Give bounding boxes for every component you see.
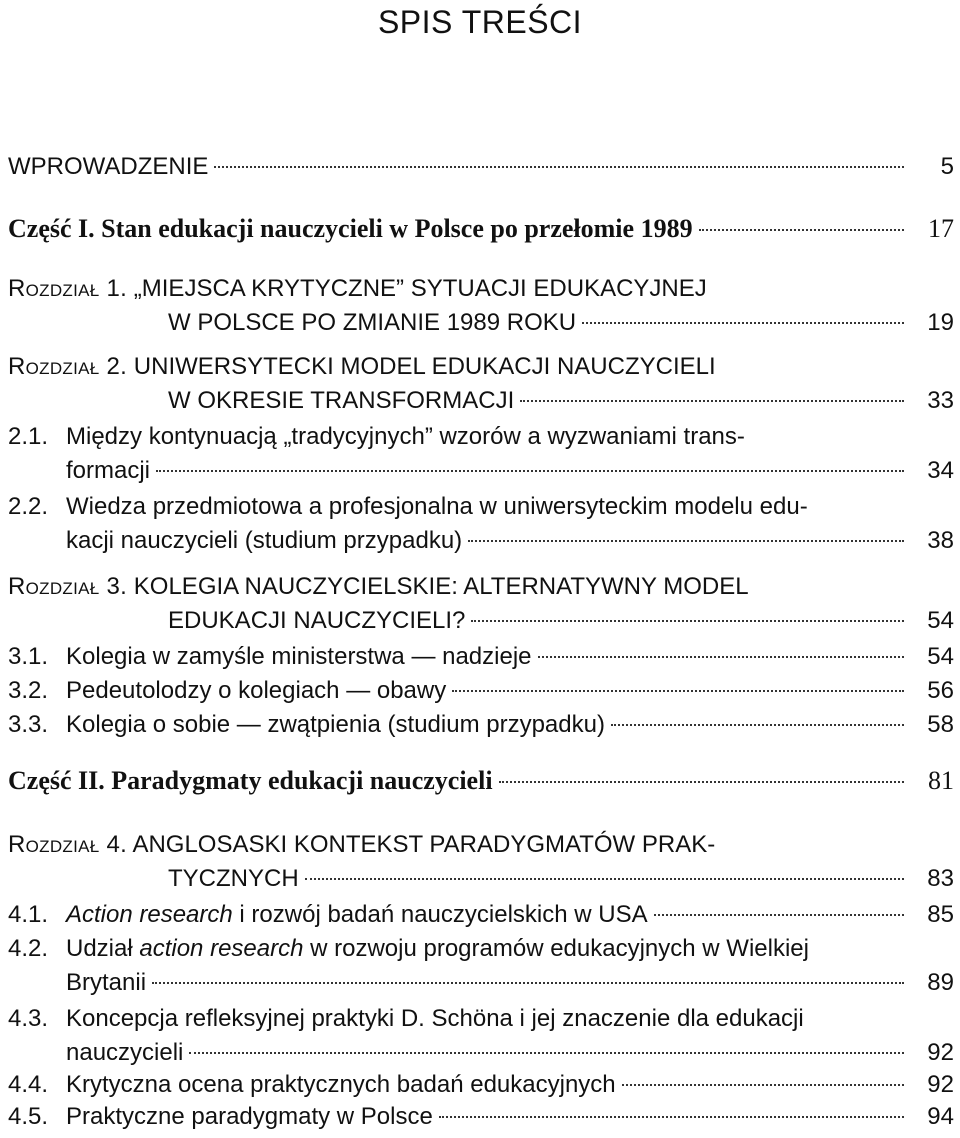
- page-number: 94: [927, 1103, 954, 1130]
- toc-entry-section-3-2: [8, 674, 954, 708]
- toc-entry-section-3-3: [8, 708, 954, 742]
- page-number: 92: [927, 1071, 954, 1098]
- chapter-title-line2: TYCZNYCH: [168, 865, 299, 892]
- toc-entry-chapter-3: [8, 570, 954, 638]
- toc-entry-part-2: [8, 764, 954, 798]
- page-number: 5: [940, 153, 954, 180]
- page-number: 34: [927, 457, 954, 484]
- part-title: Część I. Stan edukacji nauczycieli w Polsce po przełomie 1989: [8, 214, 693, 243]
- section-title: i rozwój badań nauczycielskich w USA: [232, 901, 648, 928]
- section-title-line1: w rozwoju programów edukacyjnych w Wielkiej: [303, 935, 809, 962]
- toc-entry-section-4-3: [8, 1002, 954, 1070]
- page-number: 89: [927, 969, 954, 996]
- dot-leader: [452, 690, 904, 692]
- entry-title: WPROWADZENIE: [8, 153, 209, 180]
- section-title-line2: kacji nauczycieli (studium przypadku): [66, 527, 463, 554]
- part-title: Część II. Paradygmaty edukacji nauczycieli: [8, 766, 493, 795]
- dot-leader: [611, 724, 904, 726]
- section-title: Krytyczna ocena praktycznych badań edukacyjnych: [66, 1071, 616, 1098]
- toc-entry-section-2-1: [8, 420, 954, 488]
- section-title: Pedeutolodzy o kolegiach — obawy: [66, 677, 447, 704]
- dot-leader: [189, 1052, 904, 1054]
- toc-entry-section-4-2: [8, 932, 954, 1000]
- section-title-line1: Wiedza przedmiotowa a profesjonalna w uniwersyteckim modelu edu-: [66, 493, 808, 520]
- section-number: 4.3.: [8, 1005, 49, 1032]
- section-number: 4.2.: [8, 935, 49, 962]
- page-number: 85: [927, 901, 954, 928]
- toc-entry-chapter-1: [8, 272, 954, 340]
- chapter-title-line2: W OKRESIE TRANSFORMACJI: [168, 387, 515, 414]
- dot-leader: [439, 1116, 904, 1118]
- page-title: SPIS TREŚCI: [377, 4, 583, 40]
- section-number: 2.1.: [8, 423, 49, 450]
- chapter-title-line1: „MIEJSCA KRYTYCZNE” SYTUACJI EDUKACYJNEJ: [133, 275, 707, 302]
- dot-leader: [499, 781, 904, 783]
- dot-leader: [468, 540, 904, 542]
- section-title: Praktyczne paradygmaty w Polsce: [66, 1103, 433, 1130]
- dot-leader: [471, 620, 904, 622]
- toc-entry-section-4-1: [8, 898, 954, 932]
- page-number: 54: [927, 643, 954, 670]
- section-number: 3.3.: [8, 711, 49, 738]
- chapter-title-line2: W POLSCE PO ZMIANIE 1989 ROKU: [168, 309, 577, 336]
- toc-entry-chapter-4: [8, 828, 954, 896]
- page-number: 81: [928, 766, 954, 795]
- section-number: 4.4.: [8, 1071, 49, 1098]
- dot-leader: [538, 656, 904, 658]
- section-title: Kolegia w zamyśle ministerstwa — nadzieje: [66, 643, 532, 670]
- chapter-title-line1: ANGLOSASKI KONTEKST PARADYGMATÓW PRAK-: [132, 831, 716, 858]
- page-number: 38: [927, 527, 954, 554]
- section-title-line2: formacji: [66, 457, 151, 484]
- page-number: 58: [927, 711, 954, 738]
- section-number: 4.5.: [8, 1103, 49, 1130]
- toc-entry-intro: [8, 150, 954, 184]
- toc-entry-section-2-2: [8, 490, 954, 558]
- chapter-label: Rozdział 2.: [8, 353, 128, 380]
- section-title-italic: action research: [139, 935, 304, 962]
- section-title-italic: Action research: [66, 901, 233, 928]
- dot-leader: [152, 982, 904, 984]
- dot-leader: [582, 322, 904, 324]
- chapter-label: Rozdział 4.: [8, 831, 128, 858]
- section-title-line2: nauczycieli: [66, 1039, 184, 1066]
- page-number: 33: [927, 387, 954, 414]
- page-number: 56: [927, 677, 954, 704]
- section-title-line1: Między kontynuacją „tradycyjnych” wzorów a wyzwaniami trans-: [66, 423, 745, 450]
- page-number: 17: [928, 214, 954, 243]
- dot-leader: [305, 878, 904, 880]
- section-title-line1: Koncepcja refleksyjnej praktyki D. Schöna i jej znaczenie dla edukacji: [66, 1005, 804, 1032]
- chapter-label: Rozdział 3.: [8, 573, 128, 600]
- chapter-title-line1: UNIWERSYTECKI MODEL EDUKACJI NAUCZYCIELI: [133, 353, 716, 380]
- section-number: 3.2.: [8, 677, 49, 704]
- chapter-title-line1: KOLEGIA NAUCZYCIELSKIE: ALTERNATYWNY MODEL: [133, 573, 749, 600]
- page-number: 19: [927, 309, 954, 336]
- toc-entry-section-4-4: [8, 1068, 954, 1102]
- dot-leader: [654, 914, 904, 916]
- dot-leader: [214, 166, 904, 168]
- chapter-label: Rozdział 1.: [8, 275, 128, 302]
- section-number: 2.2.: [8, 493, 49, 520]
- dot-leader: [156, 470, 904, 472]
- page-number: 83: [927, 865, 954, 892]
- toc-entry-part-1: [8, 212, 954, 246]
- toc-entry-chapter-2: [8, 350, 954, 418]
- chapter-title-line2: EDUKACJI NAUCZYCIELI?: [168, 607, 466, 634]
- page-number: 54: [927, 607, 954, 634]
- section-title-line2: Brytanii: [66, 969, 147, 996]
- toc-entry-section-3-1: [8, 640, 954, 674]
- page-number: 92: [927, 1039, 954, 1066]
- dot-leader: [520, 400, 904, 402]
- dot-leader: [622, 1084, 904, 1086]
- section-number: 3.1.: [8, 643, 49, 670]
- section-title: Kolegia o sobie — zwątpienia (studium przypadku): [66, 711, 605, 738]
- section-title-pre: Udział: [66, 935, 140, 962]
- section-number: 4.1.: [8, 901, 49, 928]
- dot-leader: [699, 229, 904, 231]
- toc-entry-section-4-5: [8, 1100, 954, 1134]
